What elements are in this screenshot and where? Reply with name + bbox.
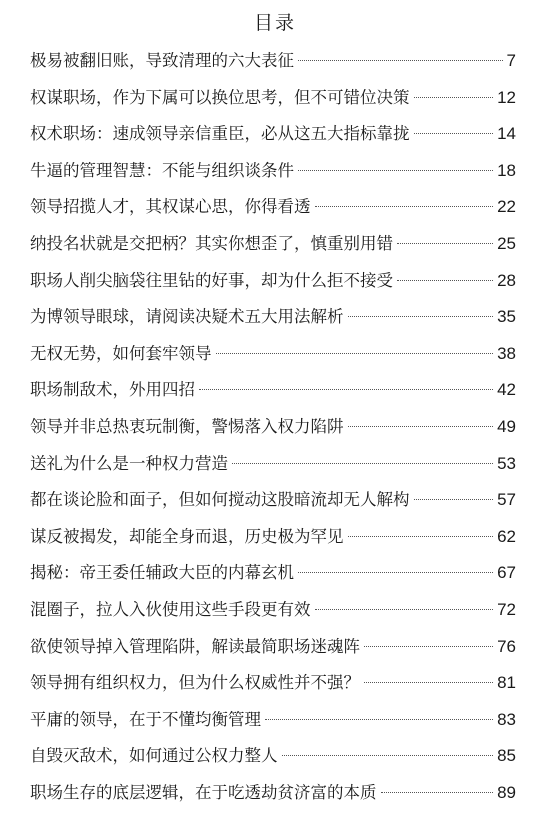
toc-entry-page-number: 57 xyxy=(497,490,516,510)
dot-leader xyxy=(298,571,493,573)
toc-entry-title: 揭秘：帝王委任辅政大臣的内幕玄机 xyxy=(30,563,294,583)
toc-entry-page-number: 18 xyxy=(497,160,516,180)
toc-entry-page-number: 81 xyxy=(497,673,516,693)
toc-entry-page-number: 12 xyxy=(497,87,516,107)
toc-entry-page-number: 14 xyxy=(497,124,516,144)
toc-entry[interactable] xyxy=(30,43,516,80)
toc-entry-title: 自毁灭敌术，如何通过公权力整人 xyxy=(30,746,278,766)
dot-leader xyxy=(397,279,493,281)
toc-entry-page-number: 83 xyxy=(497,709,516,729)
toc-entry[interactable] xyxy=(30,336,516,373)
toc-entry[interactable] xyxy=(30,153,516,190)
dot-leader xyxy=(315,608,494,610)
dot-leader xyxy=(348,425,494,427)
toc-entry-page-number: 22 xyxy=(497,197,516,217)
toc-entry-page-number: 38 xyxy=(497,343,516,363)
toc-entry-page-number: 89 xyxy=(497,782,516,802)
toc-entry-page-number: 76 xyxy=(497,636,516,656)
toc-entry[interactable] xyxy=(30,80,516,117)
toc-entry[interactable] xyxy=(30,409,516,446)
toc-entry-title: 极易被翻旧账，导致清理的六大表征 xyxy=(30,51,294,70)
dot-leader xyxy=(298,169,493,171)
dot-leader xyxy=(216,352,494,354)
toc-entry[interactable] xyxy=(30,482,516,519)
dot-leader xyxy=(265,718,493,720)
toc-entry[interactable] xyxy=(30,372,516,409)
dot-leader xyxy=(364,645,493,647)
toc-entry-title: 都在谈论脸和面子，但如何搅动这股暗流却无人解构 xyxy=(30,490,410,510)
dot-leader xyxy=(414,132,494,134)
dot-leader xyxy=(414,498,494,500)
toc-entry-title: 权谋职场，作为下属可以换位思考，但不可错位决策 xyxy=(30,87,410,107)
dot-leader xyxy=(298,59,503,61)
toc-entry-page-number: 28 xyxy=(497,270,516,290)
toc-entry[interactable] xyxy=(30,299,516,336)
toc-entry[interactable] xyxy=(30,446,516,483)
toc-entry[interactable] xyxy=(30,702,516,739)
toc-entry[interactable] xyxy=(30,738,516,775)
toc-entry-title: 职场人削尖脑袋往里钻的好事，却为什么拒不接受 xyxy=(30,270,393,290)
toc-entry[interactable] xyxy=(30,592,516,629)
toc-entry-title: 欲使领导掉入管理陷阱，解读最简职场迷魂阵 xyxy=(30,636,360,656)
toc-entry-title: 领导并非总热衷玩制衡，警惕落入权力陷阱 xyxy=(30,416,344,436)
toc-entry[interactable] xyxy=(30,555,516,592)
toc-entry[interactable] xyxy=(30,629,516,666)
toc-entry-page-number: 85 xyxy=(497,746,516,766)
toc-entry[interactable] xyxy=(30,263,516,300)
toc-entry[interactable] xyxy=(30,519,516,556)
toc-entry-title: 为博领导眼球，请阅读决疑术五大用法解析 xyxy=(30,307,344,327)
toc-entry-title: 牛逼的管理智慧：不能与组织谈条件 xyxy=(30,160,294,180)
toc-entry-page-number: 62 xyxy=(497,526,516,546)
toc-entry-page-number: 53 xyxy=(497,453,516,473)
toc-entry-page-number: 42 xyxy=(497,380,516,400)
toc-entry[interactable] xyxy=(30,226,516,263)
toc-entry[interactable] xyxy=(30,665,516,702)
toc-entry-page-number: 35 xyxy=(497,307,516,327)
toc-entry-title: 权术职场：速成领导亲信重臣，必从这五大指标靠拢 xyxy=(30,124,410,144)
dot-leader xyxy=(232,462,493,464)
dot-leader xyxy=(348,535,494,537)
toc-entry-page-number: 67 xyxy=(497,563,516,583)
toc-entry-page-number: 7 xyxy=(506,51,516,70)
toc-entry-title: 职场生存的底层逻辑，在于吃透劫贫济富的本质 xyxy=(30,782,377,802)
toc-entry-page-number: 49 xyxy=(497,416,516,436)
toc-entry-page-number: 72 xyxy=(497,599,516,619)
toc-entry-title: 无权无势，如何套牢领导 xyxy=(30,343,212,363)
dot-leader xyxy=(414,96,494,98)
dot-leader xyxy=(315,205,494,207)
toc-list xyxy=(30,43,516,811)
toc-entry-title: 混圈子，拉人入伙使用这些手段更有效 xyxy=(30,599,311,619)
toc-entry-title: 平庸的领导，在于不懂均衡管理 xyxy=(30,709,261,729)
toc-entry-title: 领导拥有组织权力，但为什么权威性并不强？ xyxy=(30,673,360,693)
toc-entry-title: 纳投名状就是交把柄？其实你想歪了，慎重别用错 xyxy=(30,233,393,253)
dot-leader xyxy=(381,791,494,793)
dot-leader xyxy=(348,315,494,317)
toc-entry[interactable] xyxy=(30,116,516,153)
dot-leader xyxy=(397,242,493,244)
toc-entry-title: 职场制敌术，外用四招 xyxy=(30,380,195,400)
dot-leader xyxy=(199,388,493,390)
toc-entry[interactable] xyxy=(30,189,516,226)
toc-entry[interactable] xyxy=(30,775,516,812)
dot-leader xyxy=(364,681,493,683)
toc-entry-title: 领导招揽人才，其权谋心思，你得看透 xyxy=(30,197,311,217)
toc-heading: 目录 xyxy=(253,12,296,34)
dot-leader xyxy=(282,754,494,756)
toc-entry-title: 谋反被揭发，却能全身而退，历史极为罕见 xyxy=(30,526,344,546)
toc-entry-title: 送礼为什么是一种权力营造 xyxy=(30,453,228,473)
toc-entry-page-number: 25 xyxy=(497,233,516,253)
